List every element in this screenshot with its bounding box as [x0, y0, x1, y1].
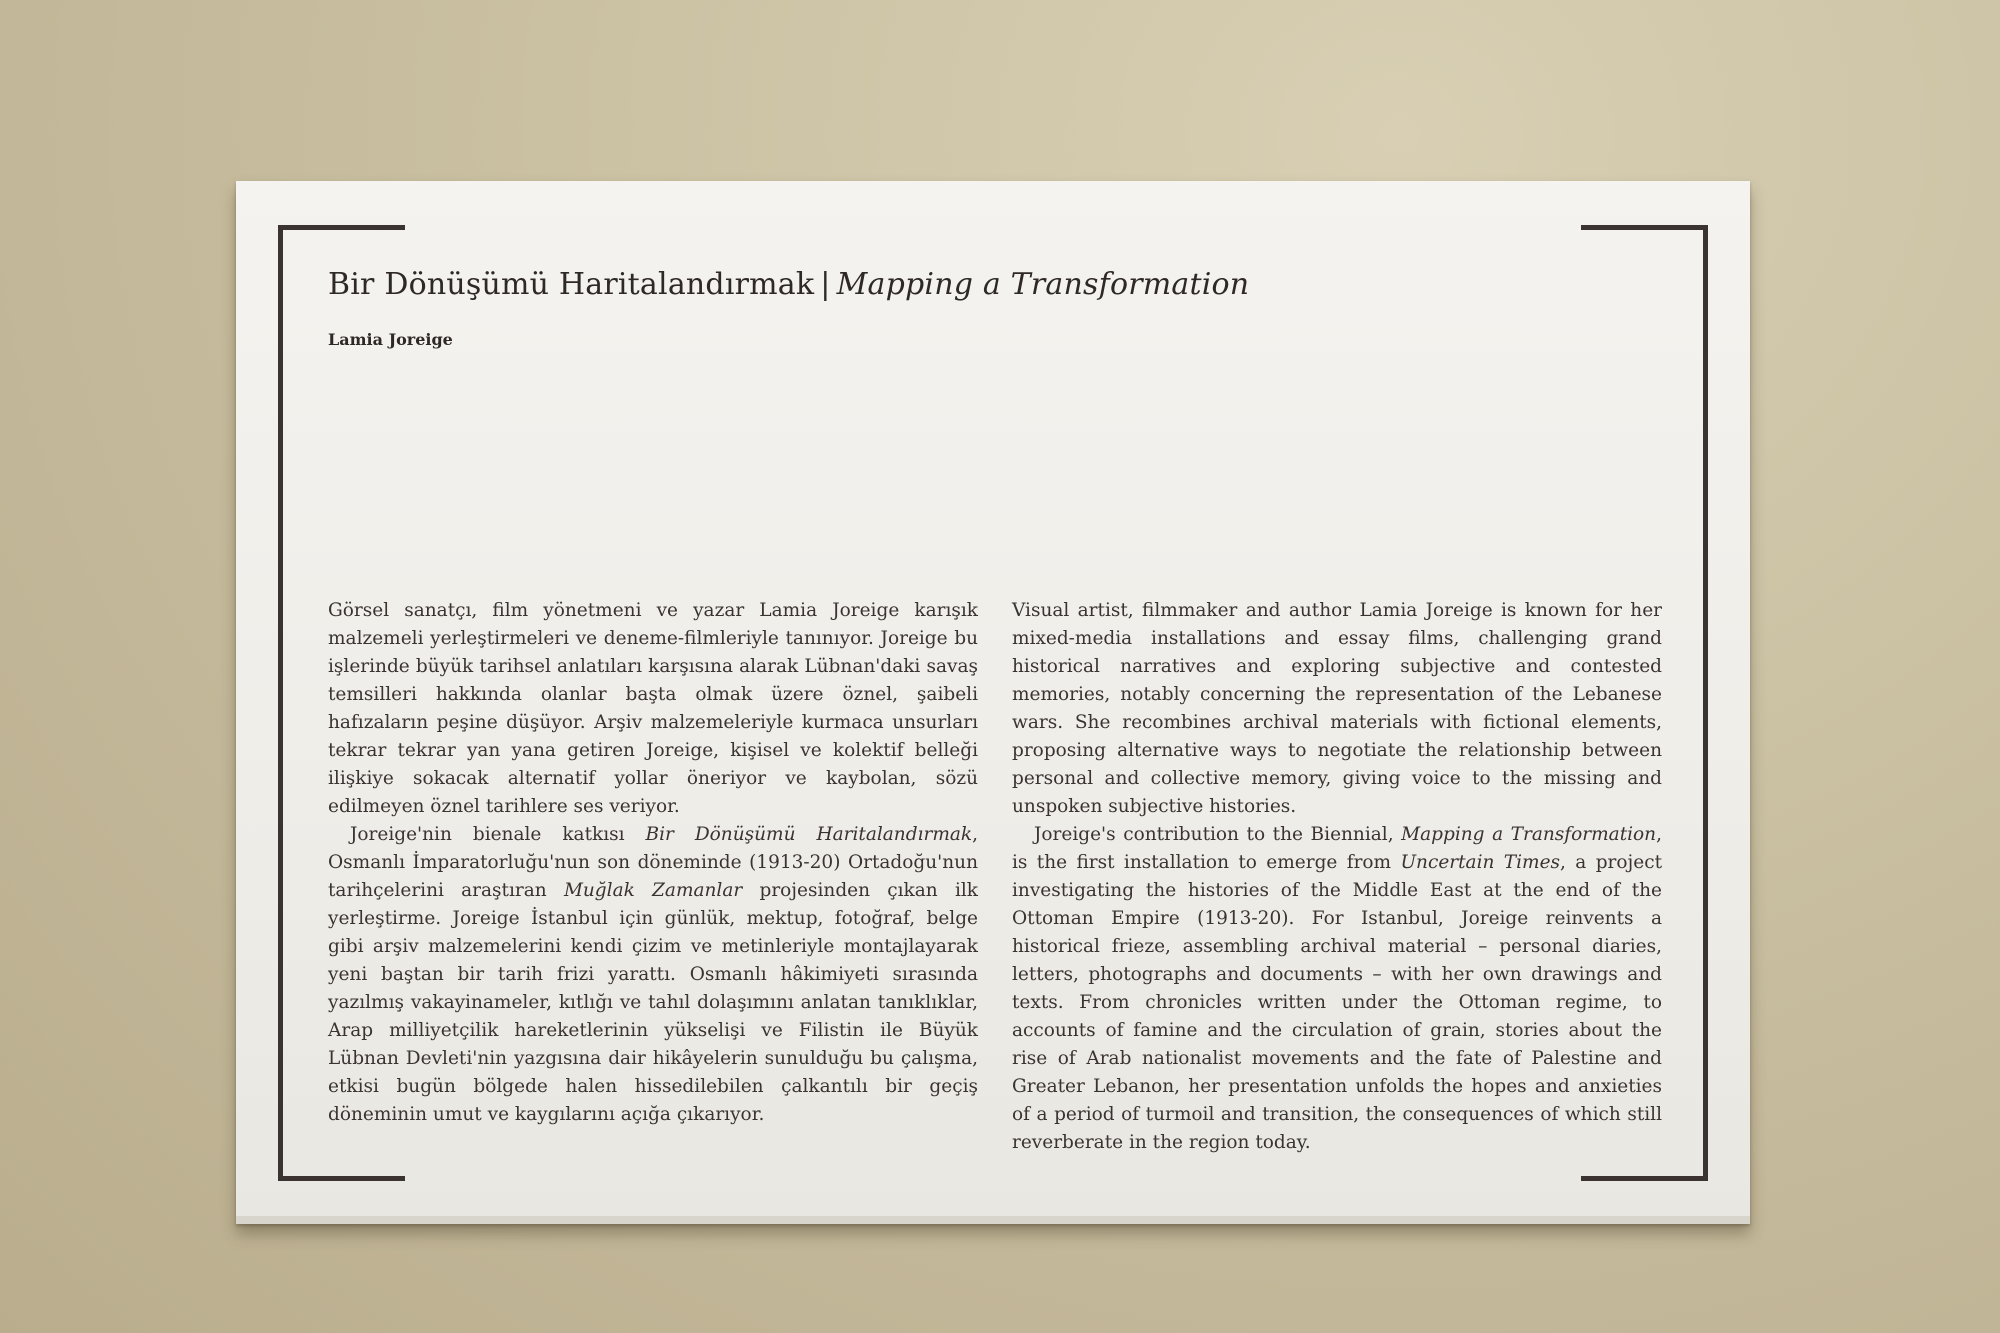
turkish-paragraph-1: Görsel sanatçı, film yönetmeni ve yazar Lamia Joreige karışık malzemeli yerleştirmeleri ve deneme-filmleriyle tanınıyor. Joreige bu işlerinde büyük tarihsel anlatıları karşısına alarak Lübnan'daki savaş temsilleri hakkında olanlar başta olmak üzere öznel, şaibeli hafızaların peşine düşüyor. Arşiv malzemeleriyle kurmaca unsurları tekrar tekrar yan yana getiren Joreige, kişisel ve kolektif belleği ilişkiye sokacak alternatif yollar öneriyor ve kaybolan, sözü edilmeyen öznel tarihlere ses veriyor.	[328, 600, 978, 817]
artist-name: Lamia Joreige	[328, 330, 453, 349]
english-p2-part-b: , is the first installation to emerge from	[1012, 824, 1662, 873]
wall-placard	[236, 181, 1750, 1224]
placard-title	[328, 267, 1249, 302]
title-separator: |	[820, 267, 831, 302]
turkish-p2-part-b: , Osmanlı İmparatorluğu'nun son döneminde (1913-20) Ortadoğu'nun tarihçelerini araştıran	[328, 824, 978, 901]
turkish-p2-project-title: Muğlak Zamanlar	[563, 880, 743, 901]
english-paragraph-1: Visual artist, filmmaker and author Lamia Joreige is known for her mixed-media installations and essay films, challenging grand historical narratives and exploring subjective and contested memories, notably concerning the representation of the Lebanese wars. She recombines archival materials with fictional elements, proposing alternative ways to negotiate the relationship between personal and collective memory, giving voice to the missing and unspoken subjective histories.	[1012, 600, 1662, 817]
turkish-paragraph-2	[328, 821, 978, 1129]
title-english: Mapping a Transformation	[836, 267, 1250, 302]
english-paragraph-2	[1012, 821, 1662, 1157]
turkish-p2-work-title: Bir Dönüşümü Haritalandırmak	[645, 824, 973, 845]
turkish-p2-part-a: Joreige'nin bienale katkısı	[350, 824, 646, 845]
english-p2-part-a: Joreige's contribution to the Biennial,	[1034, 824, 1402, 845]
english-text-column	[1012, 597, 1662, 1157]
title-turkish: Bir Dönüşümü Haritalandırmak	[328, 267, 815, 302]
english-p2-part-c: , a project investigating the histories of the Middle East at the end of the Ottoman Empire (1913-20). For Istanbul, Joreige reinvents a historical frieze, assembling archival material – personal diaries, letters, photographs and documents – with her own drawings and texts. From chronicles written under the Ottoman regime, to accounts of famine and the circulation of grain, stories about the rise of Arab nationalist movements and the fate of Palestine and Greater Lebanon, her presentation unfolds the hopes and anxieties of a period of turmoil and transition, the consequences of which still reverberate in the region today.	[1012, 852, 1662, 1153]
turkish-p2-part-c: projesinden çıkan ilk yerleştirme. Joreige İstanbul için günlük, mektup, fotoğraf, belge gibi arşiv malzemelerini kendi çizim ve metinleriyle montajlayarak yeni baştan bir tarih frizi yarattı. Osmanlı hâkimiyeti sırasında yazılmış vakayinameler, kıtlığı ve tahıl dolaşımını anlatan tanıklıklar, Arap milliyetçilik hareketlerinin yükselişi ve Filistin ile Büyük Lübnan Devleti'nin yazgısına dair hikâyelerin sunulduğu bu çalışma, etkisi bugün bölgede halen hissedilebilen çalkantılı bir geçiş döneminin umut ve kaygılarını açığa çıkarıyor.	[328, 880, 979, 1125]
english-p2-project-title: Uncertain Times	[1400, 852, 1561, 873]
turkish-text-column	[328, 597, 978, 1129]
english-p2-work-title: Mapping a Transformation	[1401, 824, 1657, 845]
